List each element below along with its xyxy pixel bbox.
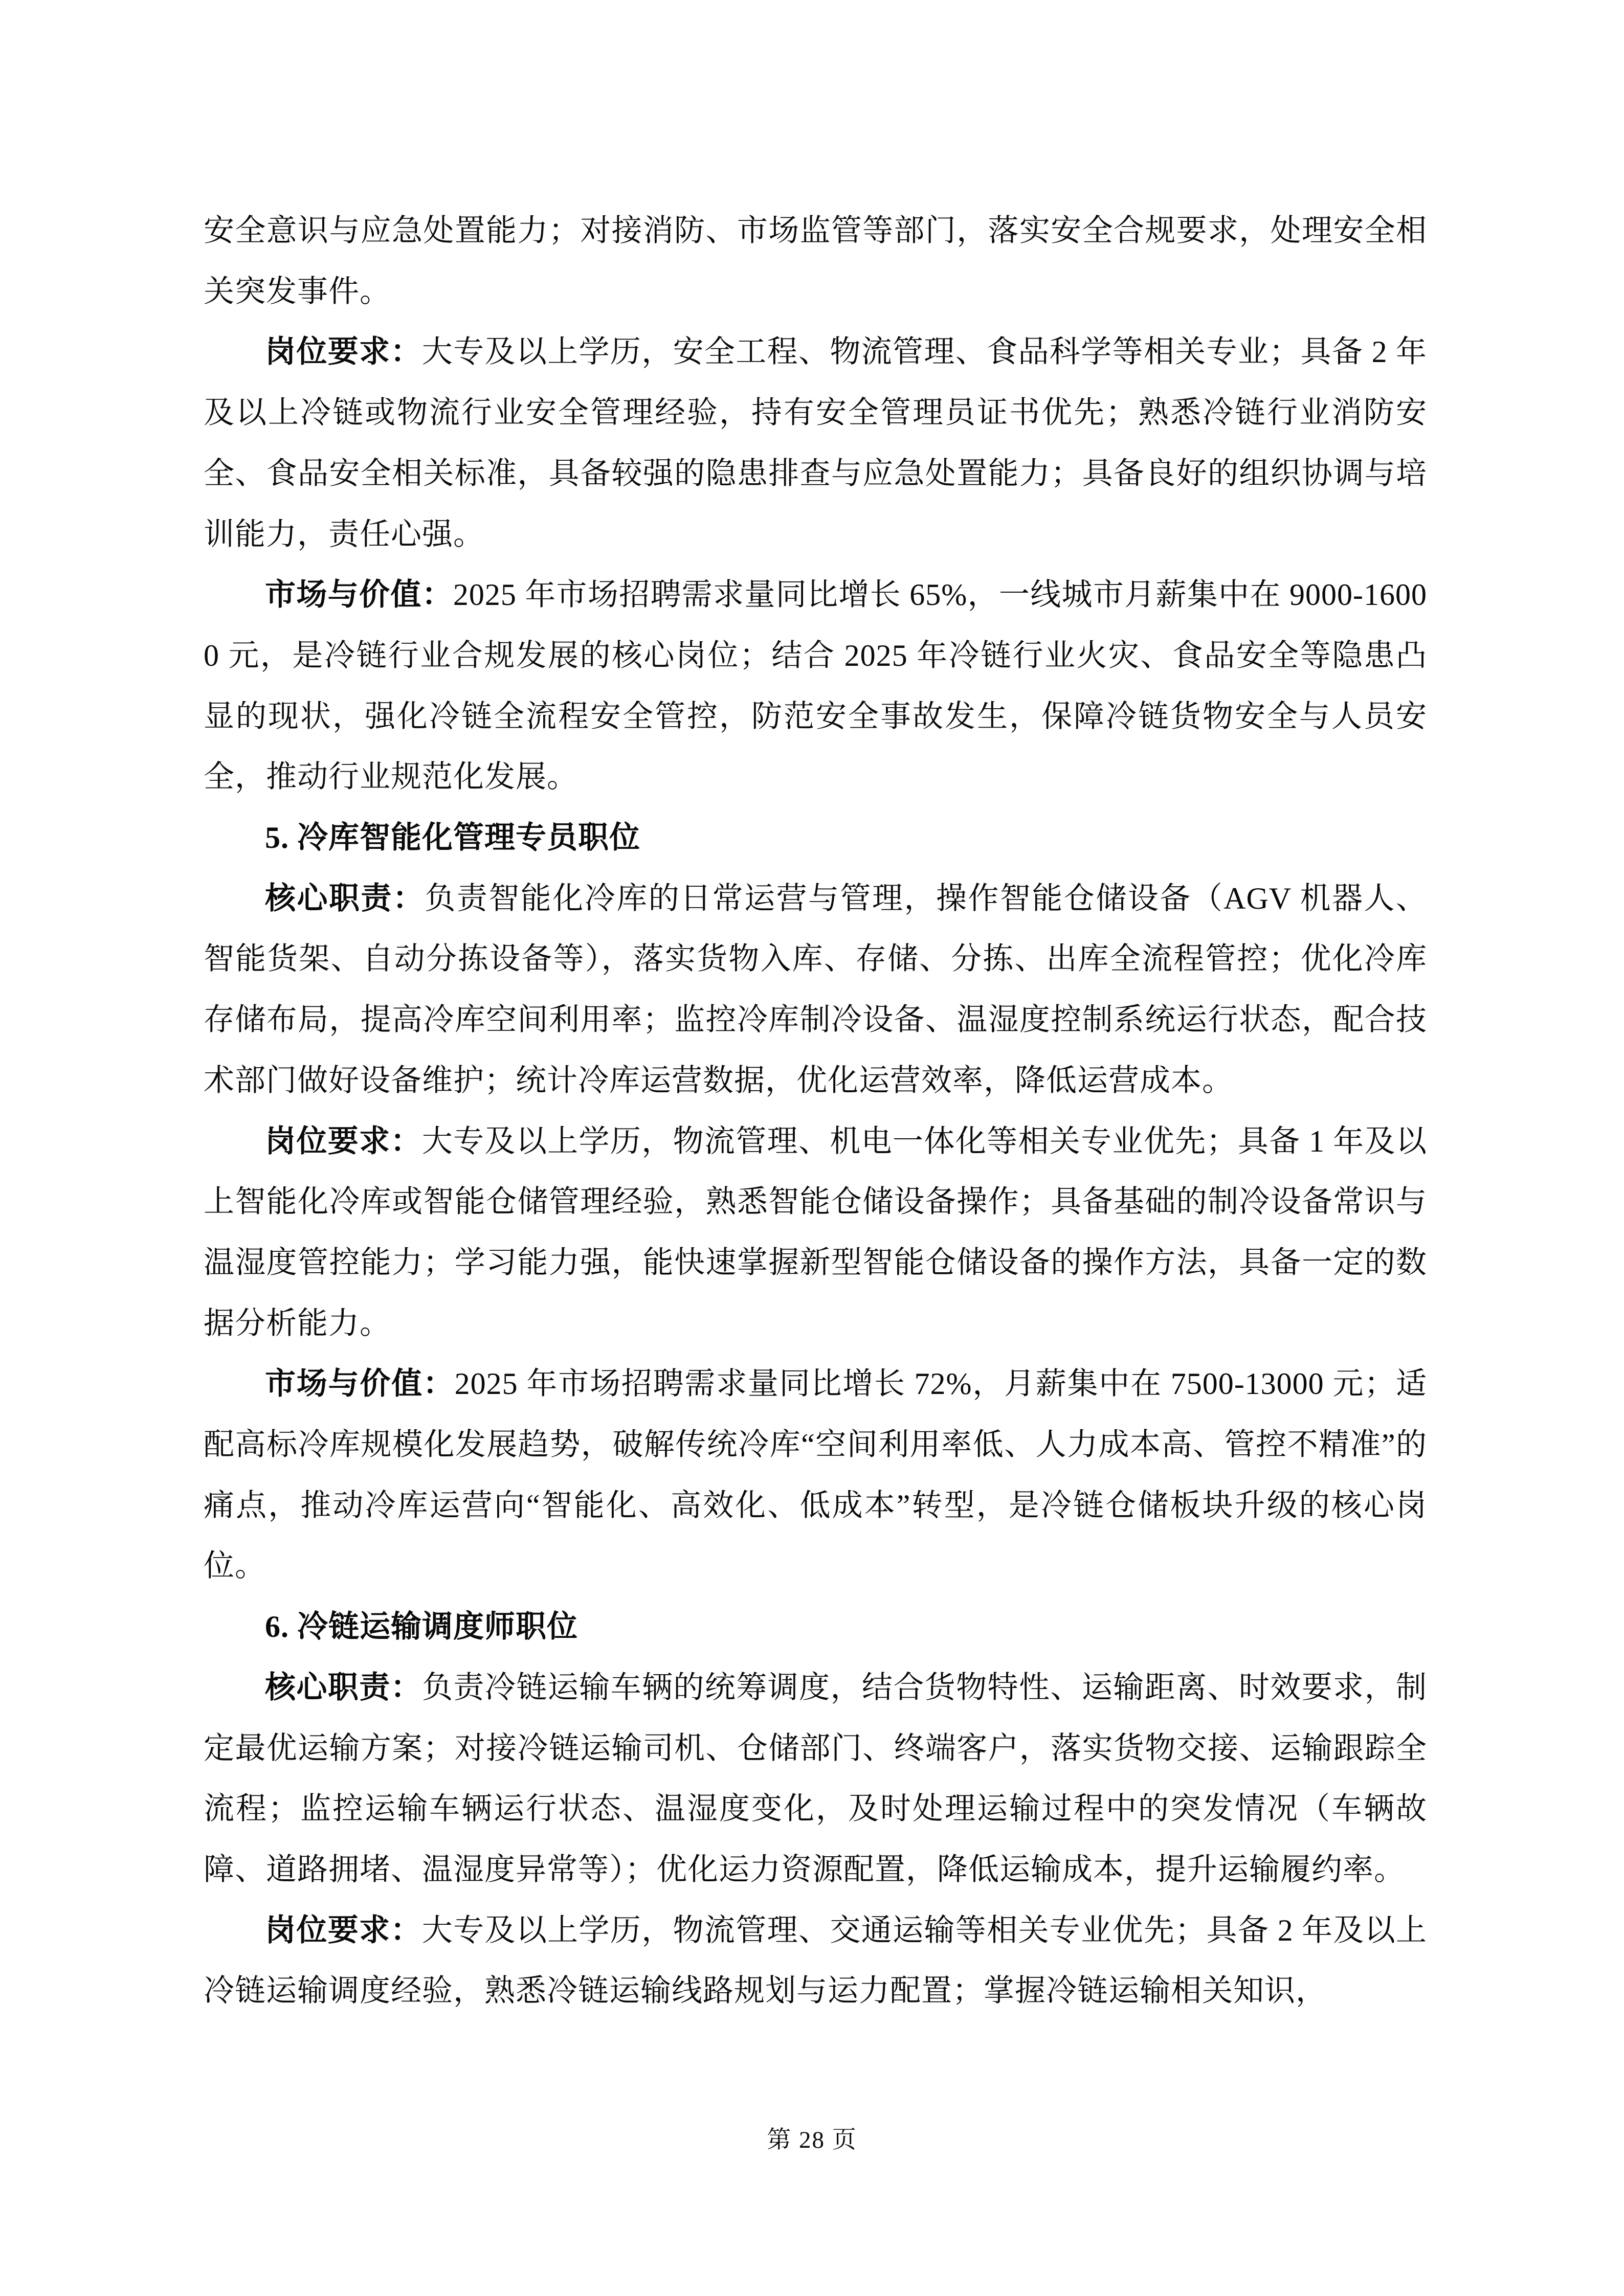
paragraph-label: 岗位要求： <box>265 335 422 369</box>
paragraph <box>204 868 1427 1111</box>
section-heading-text: 5. 冷库智能化管理专员职位 <box>265 821 640 855</box>
paragraph-text: 大专及以上学历，物流管理、交通运输等相关专业优先；具备 2 年及以上冷链运输调度经验，熟悉冷链运输线路规划与运力配置；掌握冷链运输相关知识， <box>204 1913 1428 2008</box>
paragraph-label: 核心职责： <box>265 881 425 915</box>
paragraph-text: 负责智能化冷库的日常运营与管理，操作智能仓储设备（AGV 机器人、智能货架、自动分拣设备等），落实货物入库、存储、分拣、出库全流程管控；优化冷库存储布局，提高冷库空间利用率；监控冷库制冷设备、温湿度控制系统运行状态，配合技术部门做好设备维护；统计冷库运营数据，优化运营效率，降低运营成本。 <box>204 881 1428 1097</box>
paragraph <box>204 200 1427 322</box>
section-heading <box>204 1596 1427 1657</box>
paragraph <box>204 565 1427 807</box>
paragraph-text: 负责冷链运输车辆的统筹调度，结合货物特性、运输距离、时效要求，制定最优运输方案；对接冷链运输司机、仓储部门、终端客户，落实货物交接、运输跟踪全流程；监控运输车辆运行状态、温湿度变化，及时处理运输过程中的突发情况（车辆故障、道路拥堵、温湿度异常等）；优化运力资源配置，降低运输成本，提升运输履约率。 <box>204 1670 1428 1886</box>
paragraph <box>204 1657 1427 1900</box>
paragraph-label: 市场与价值： <box>265 578 453 612</box>
paragraph <box>204 1354 1427 1596</box>
paragraph-text: 2025 年市场招聘需求量同比增长 65%，一线城市月薪集中在 9000-16000 元，是冷链行业合规发展的核心岗位；结合 2025 年冷链行业火灾、食品安全等隐患凸显的现状，强化冷链全流程安全管控，防范安全事故发生，保障冷链货物安全与人员安全，推动行业规范化发展。 <box>204 578 1428 794</box>
paragraph-label: 核心职责： <box>265 1670 422 1704</box>
paragraph-label: 岗位要求： <box>265 1124 422 1158</box>
paragraph-label: 岗位要求： <box>265 1913 422 1947</box>
paragraph <box>204 1111 1427 1354</box>
section-heading <box>204 807 1427 868</box>
paragraph <box>204 1900 1427 2021</box>
paragraph-text: 大专及以上学历，物流管理、机电一体化等相关专业优先；具备 1 年及以上智能化冷库或智能仓储管理经验，熟悉智能仓储设备操作；具备基础的制冷设备常识与温湿度管控能力；学习能力强，能快速掌握新型智能仓储设备的操作方法，具备一定的数据分析能力。 <box>204 1124 1428 1340</box>
page-footer <box>0 2122 1624 2158</box>
paragraph-text: 大专及以上学历，安全工程、物流管理、食品科学等相关专业；具备 2 年及以上冷链或物流行业安全管理经验，持有安全管理员证书优先；熟悉冷链行业消防安全、食品安全相关标准，具备较强的隐患排查与应急处置能力；具备良好的组织协调与培训能力，责任心强。 <box>204 335 1428 551</box>
paragraph-text: 2025 年市场招聘需求量同比增长 72%，月薪集中在 7500-13000 元；适配高标冷库规模化发展趋势，破解传统冷库“空间利用率低、人力成本高、管控不精准”的痛点，推动冷库运营向“智能化、高效化、低成本”转型，是冷链仓储板块升级的核心岗位。 <box>204 1367 1427 1583</box>
page-number: 第 28 页 <box>767 2127 857 2153</box>
paragraph-text: 安全意识与应急处置能力；对接消防、市场监管等部门，落实安全合规要求，处理安全相关突发事件。 <box>204 214 1427 308</box>
section-heading-text: 6. 冷链运输调度师职位 <box>265 1610 578 1644</box>
paragraph <box>204 322 1427 565</box>
document-body <box>204 200 1427 2021</box>
paragraph-label: 市场与价值： <box>265 1367 455 1401</box>
